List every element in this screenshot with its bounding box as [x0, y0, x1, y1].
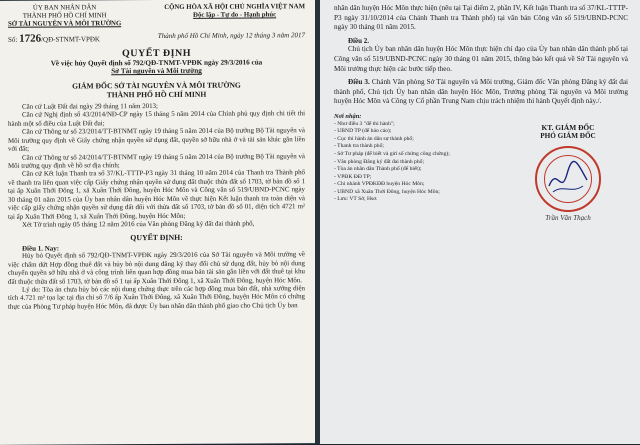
doc-subtitle-2: Sở Tài nguyên và Môi trường [111, 66, 202, 76]
recipient-item: - Chi nhánh VPĐKĐĐ huyện Hóc Môn; [334, 181, 425, 188]
doc-number-row [8, 31, 305, 45]
recipient-item: - Văn phòng Đăng ký đất đai thành phố; [334, 158, 425, 165]
doc-title: QUYẾT ĐỊNH [122, 47, 191, 59]
continuation-text: nhân dân huyện Hóc Môn thực hiện (nêu tại Tại điểm 2, phần IV, Kết luận Thanh tra số 37/KL-TTTP-P3 ngày 31/10/2014 của Chánh Thanh tra Thành phố) tại văn bản Công văn số 519/UBND-PCNC ngày 30 tháng 01 năm 2015. [334, 4, 628, 32]
signature-scribble-icon [547, 156, 589, 200]
signature-section [334, 113, 628, 222]
signature-block [508, 113, 628, 222]
article-3-text: Chánh Văn phòng Sở Tài nguyên và Môi trường, Giám đốc Văn phòng Đăng ký đất đai thành phố, Chủ tịch Ủy ban nhân dân huyện Hóc Môn, Trưởng phòng Tài nguyên và Môi trường huyện Hóc Môn và Công ty Cổ phần Trung Nam chịu trách nhiệm thi hành Quyết định này./. [334, 78, 629, 106]
recipient-item: - UBND xã Xuân Thới Đông, huyện Hóc Môn; [334, 188, 440, 195]
signer-name: Trần Văn Thạch [545, 213, 591, 222]
article-3-paragraph [334, 78, 628, 107]
recipient-item: - Thanh tra thành phố; [334, 143, 384, 150]
org-line-1: ỦY BAN NHÂN DÂN [32, 4, 97, 12]
basis-paragraph: Căn cứ Thông tư số 23/2014/TT-BTNMT ngày 19 tháng 5 năm 2014 của Bộ trưởng Bộ Tài nguyên và Môi trường quy định về Giấy chứng nhận quyền sử dụng đất, quyền sở hữu nhà ở và tài sản khác gắn liền với đất; [8, 127, 305, 153]
left-page [0, 0, 315, 445]
article-2-text: Chủ tịch Ủy ban nhân dân huyện Hóc Môn thực hiện chỉ đạo của Ủy ban nhân dân thành phố tại Công văn số 519/UBND-PCNC ngày 30 tháng 01 năm 2015, thông báo kết quả về Sở Tài nguyên và Môi trường thực hiện các bước tiếp theo. [334, 45, 628, 73]
right-page [320, 0, 640, 444]
official-seal-icon [535, 146, 601, 212]
recipient-item: - Như điều 3 "để thi hành"; [334, 120, 395, 127]
basis-paragraph: Căn cứ Thông tư số 24/2014/TT-BTNMT ngày 19 tháng 5 năm 2014 của Bộ trưởng Bộ Tài nguyên và Môi trường quy định về hồ sơ địa chính; [8, 152, 305, 170]
sign-title: PHÓ GIÁM ĐỐC [540, 131, 596, 140]
reason-text: Lý do: Tòa án chưa hủy bỏ các nội dung chứng thực trên các hợp đồng mua bán đất, nhà xưởng diện tích 4.721 m² tọa lạc tại địa chỉ số 7/6 ấp Xuân Thới Đông, xã Xuân Thới Đông, huyện Hóc Môn có chứng thực của Phòng Tư pháp huyện Hóc Môn, đã được Ủy ban nhân dân thành phố giao cho Chủ tịch Ủy ban [8, 285, 305, 311]
org-line-3: SỞ TÀI NGUYÊN VÀ MÔI TRƯỜNG [8, 20, 122, 29]
recipient-item: - UBND TP (để báo cáo); [334, 128, 392, 135]
issuer-line-2: THÀNH PHỐ HỒ CHÍ MINH [106, 89, 207, 100]
article-3-title: Điều 3. [348, 78, 370, 87]
recipients-title: Nơi nhận: [334, 112, 362, 120]
recipient-item: - Lưu: VT Sở, Hsơ. [334, 196, 378, 203]
number-suffix: /QĐ-STNMT-VPĐK [41, 34, 100, 44]
issuer-line-1: GIÁM ĐỐC SỞ TÀI NGUYÊN VÀ MÔI TRƯỜNG [72, 80, 241, 91]
org-line-2: THÀNH PHỐ HỒ CHÍ MINH [22, 12, 107, 20]
article-2-title: Điều 2. [348, 36, 369, 45]
sign-kt: KT. GIÁM ĐỐC [541, 122, 595, 132]
nation-line-2: Độc lập - Tự do - Hạnh phúc [193, 11, 277, 20]
recipients-list [334, 113, 484, 222]
document-header [8, 3, 305, 29]
basis-paragraph: Xét Tờ trình ngày 05 tháng 12 năm 2016 của Văn phòng Đăng ký đất đai thành phố, [22, 220, 255, 229]
decision-heading: QUYẾT ĐỊNH: [130, 232, 183, 242]
doc-subtitle-1: Về việc hủy Quyết định số 792/QĐ-TNMT-VPĐK ngày 29/3/2016 của [50, 58, 263, 68]
basis-paragraph: Căn cứ Nghị định số 43/2014/NĐ-CP ngày 15 tháng 5 năm 2014 của Chính phủ quy định chi tiết thi hành một số điều của Luật Đất đai; [8, 110, 305, 128]
recipient-item: - Tòa án nhân dân Thành phố (để biết); [334, 166, 422, 173]
recipient-item: - Sở Tư pháp (để biết và gửi số chứng công chứng); [334, 150, 450, 157]
article-1-title: Điều 1. Nay: [22, 244, 60, 253]
number-prefix: Số: [8, 35, 18, 44]
recipient-item: - Cục thi hành án dân sự thành phố; [334, 135, 414, 142]
recipient-item: - VPĐK ĐĐ TP; [334, 173, 372, 180]
issue-date: Thành phố Hồ Chí Minh, ngày 12 tháng 3 năm 2017 [157, 30, 305, 40]
article-1-text: Hủy bỏ Quyết định số 792/QĐ-TNMT-VPĐK ngày 29/3/2016 của Sở Tài nguyên và Môi trường về việc chấm dứt Hợp đồng thuê đất và hủy bỏ nội dung đăng ký thay đổi chủ sử dụng đất, hủy bỏ nội dung chuyển quyền sở hữu nhà ở và công trình liên quan hợp đồng mua bán tài sản gắn liền với đất thuê tại khu đất thuộc thửa đất số 1703, tờ bản đồ số 1 tại ấp Xuân Thới Đông 1, xã Xuân Thới Đông, huyện Hóc Môn. [8, 251, 305, 286]
nation-line-1: CỘNG HÒA XÃ HỘI CHỦ NGHĨA VIỆT NAM [164, 3, 305, 11]
basis-paragraph: Căn cứ Luật Đất đai ngày 29 tháng 11 năm 2013; [22, 102, 158, 111]
basis-paragraph: Căn cứ Kết luận Thanh tra số 37/KL-TTTP-P3 ngày 31 tháng 10 năm 2014 của Thanh tra Thành phố về thanh tra liên quan việc cấp Giấy chứng nhận quyền sử dụng đất thuộc thửa đất số 1703, tờ bản đồ số 1 tại ấp Xuân Thới Đông 1, xã Xuân Thới Đông, huyện Hóc Môn và Công văn số 519/UBND-PCNC ngày 30 tháng 01 năm 2015 của Ủy ban nhân dân huyện Hóc Môn về thực hiện Kết luận thanh tra toàn diện và việc cấp giấy chứng nhận quyền sử dụng đất đối với thửa đất số 1703, tờ bản đồ số 01, diện tích 4721 m² tại ấp Xuân Thới Đông 1, xã Xuân Thới Đông, huyện Hóc Môn; [8, 169, 305, 221]
number-value: 1726 [19, 32, 42, 45]
